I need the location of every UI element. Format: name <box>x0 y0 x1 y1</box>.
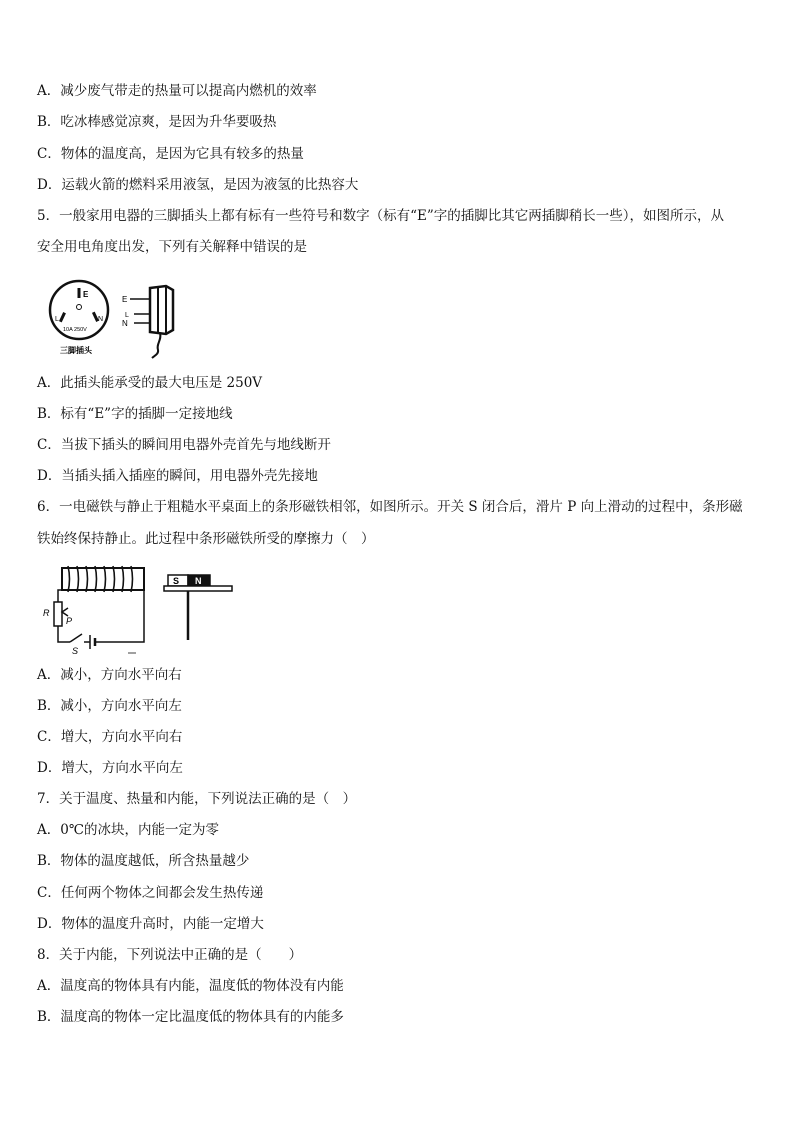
q6-stem-line1: 6．一电磁铁与静止于粗糙水平桌面上的条形磁铁相邻，如图所示。开关 S 闭合后，滑片 P 向上滑动的过程中，条形磁 <box>37 499 743 515</box>
prev-option-b: B．吃冰棒感觉凉爽，是因为升华要吸热 <box>37 114 277 130</box>
rheostat <box>54 602 62 626</box>
plug-body <box>150 286 173 334</box>
prev-option-c: C．物体的温度高，是因为它具有较多的热量 <box>37 146 304 162</box>
plug-cord <box>152 333 160 358</box>
q8-option-b: B．温度高的物体一定比温度低的物体具有的内能多 <box>37 1009 344 1025</box>
pin-n-label: N <box>98 316 104 323</box>
prev-option-d: D．运载火箭的燃料采用液氢，是因为液氢的比热容大 <box>37 177 359 193</box>
q5-option-a: A．此插头能承受的最大电压是 250V <box>37 375 263 391</box>
q5-stem-line1: 5．一般家用电器的三脚插头上都有标有一些符号和数字（标有“E”字的插脚比其它两插脚稍长一些），如图所示，从 <box>37 208 724 224</box>
prev-option-a: A．减少废气带走的热量可以提高内燃机的效率 <box>37 83 317 99</box>
q6-option-a: A．减小，方向水平向右 <box>37 667 182 683</box>
plug-figure <box>42 278 182 360</box>
q8-option-a: A．温度高的物体具有内能，温度低的物体没有内能 <box>37 978 344 994</box>
pin-e-slot <box>78 288 81 298</box>
table-top <box>164 586 232 591</box>
side-l-label: L <box>125 312 129 319</box>
bottom-wire <box>58 626 70 642</box>
q7-option-c: C．任何两个物体之间都会发生热传递 <box>37 885 264 901</box>
electromagnet-figure <box>40 562 240 658</box>
q5-option-c: C．当拔下插头的瞬间用电器外壳首先与地线断开 <box>37 437 331 453</box>
side-e-label: E <box>122 295 128 304</box>
side-n-label: N <box>122 319 128 328</box>
q6-stem-line2: 铁始终保持静止。此过程中条形磁铁所受的摩擦力（ ） <box>37 531 375 547</box>
slider-p <box>62 608 68 616</box>
q6-option-c: C．增大，方向水平向右 <box>37 729 183 745</box>
q5-option-d: D．当插头插入插座的瞬间，用电器外壳先接地 <box>37 468 318 484</box>
magnet-n-label: N <box>195 576 202 586</box>
q7-option-d: D．物体的温度升高时，内能一定增大 <box>37 916 264 932</box>
label-r: R <box>43 608 50 618</box>
q5-stem-line2: 安全用电角度出发，下列有关解释中错误的是 <box>37 239 307 255</box>
pin-e-label: E <box>83 290 89 299</box>
right-wire <box>100 590 144 642</box>
rating-label: 10A 250V <box>63 327 87 333</box>
q7-option-b: B．物体的温度越低，所含热量越少 <box>37 853 250 869</box>
q7-stem: 7．关于温度、热量和内能，下列说法正确的是（ ） <box>37 791 357 807</box>
switch-s <box>70 634 82 642</box>
label-switch: S <box>72 646 79 656</box>
magnet-s-label: S <box>173 576 180 586</box>
left-wire <box>58 590 64 602</box>
q5-option-b: B．标有“E”字的插脚一定接地线 <box>37 406 233 422</box>
q8-stem: 8．关于内能，下列说法中正确的是（ ） <box>37 947 303 963</box>
q6-option-d: D．增大，方向水平向左 <box>37 760 183 776</box>
plug-caption: 三脚插头 <box>60 346 92 355</box>
label-p: P <box>66 616 73 626</box>
q7-option-a: A．0℃的冰块，内能一定为零 <box>37 822 219 838</box>
q6-option-b: B．减小，方向水平向左 <box>37 698 182 714</box>
pin-l-label: L <box>55 316 59 323</box>
